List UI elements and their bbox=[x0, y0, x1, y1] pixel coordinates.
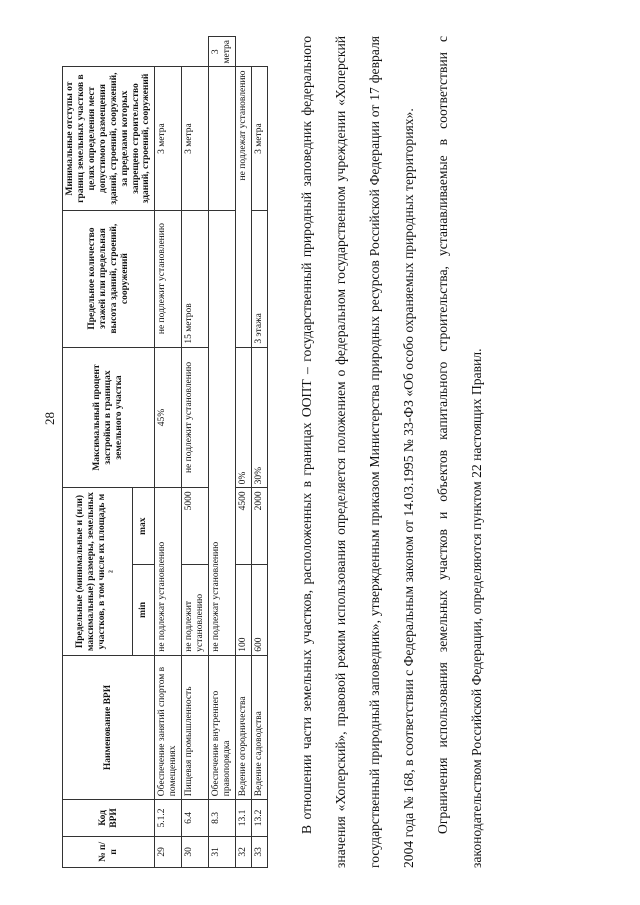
cell-code: 6.4 bbox=[182, 800, 209, 837]
cell-name: Пищевая промышленность bbox=[182, 655, 209, 799]
header-percent: Максимальный процент застройки в границах земельного участка bbox=[63, 347, 155, 488]
header-num: № п/п bbox=[63, 836, 155, 867]
cell-min: 600 bbox=[251, 565, 267, 656]
cell-percent: не подлежит установлению bbox=[182, 347, 209, 488]
cell-percent: 30% bbox=[251, 347, 267, 488]
header-min: min bbox=[132, 565, 155, 656]
table-row bbox=[235, 37, 251, 868]
cell-floors-indent: не подлежат установлению bbox=[235, 67, 251, 347]
cell-indent: 3 метра bbox=[155, 67, 182, 210]
cell-indent: 3 метра bbox=[209, 37, 236, 67]
land-use-table bbox=[62, 36, 268, 868]
cell-max: 5000 bbox=[182, 488, 209, 565]
cell-floors: не подлежит установлению bbox=[155, 210, 182, 347]
paragraph-restrictions: Ограничения использования земельных участков и объектов капитального строительства, устанавливаемые в соответствии с законодательством Российской Федерации, определяются пунктом 22 настоящих Правил. bbox=[434, 36, 484, 868]
cell-num: 29 bbox=[155, 836, 182, 867]
cell-name: Обеспечение внутреннего правопорядка bbox=[209, 655, 236, 799]
cell-min: 100 bbox=[235, 565, 251, 656]
table-row bbox=[251, 37, 267, 868]
table-header-row bbox=[63, 37, 133, 868]
header-size-group: Предельные (минимальные и (или) максимальные) размеры, земельных участков, в том числе их площадь м ² bbox=[63, 488, 133, 655]
cell-code: 13.2 bbox=[251, 800, 267, 837]
header-indent: Минимальные отступы от границ земельных участков в целях определения мест допустимого размещения зданий, строений, сооружений, за пределами которых запрещено строительство зданий, строений, сооружений bbox=[63, 67, 155, 210]
cell-num: 32 bbox=[235, 836, 251, 867]
cell-num: 30 bbox=[182, 836, 209, 867]
cell-num: 33 bbox=[251, 836, 267, 867]
header-floors: Предельное количество этажей или предельная высота зданий, строений, сооружений bbox=[63, 210, 155, 347]
cell-floors: 15 метров bbox=[182, 210, 209, 347]
cell-code: 13.1 bbox=[235, 800, 251, 837]
cell-min: не подлежит установлению bbox=[182, 565, 209, 656]
header-code: Код ВРИ bbox=[63, 800, 155, 837]
cell-max: 4500 bbox=[235, 488, 251, 565]
cell-name: Ведение садоводства bbox=[251, 655, 267, 799]
cell-num: 31 bbox=[209, 836, 236, 867]
header-max: max bbox=[132, 488, 155, 565]
table-row bbox=[182, 37, 209, 868]
cell-code: 5.1.2 bbox=[155, 800, 182, 837]
table-row bbox=[155, 37, 182, 868]
cell-name: Обеспечение занятий спортом в помещениях bbox=[155, 655, 182, 799]
page-number: 28 bbox=[42, 412, 57, 425]
cell-name: Ведение огородничества bbox=[235, 655, 251, 799]
paragraph-oopt: В отношении части земельных участков, расположенных в границах ООПТ – государственный природный заповедник федерального значения «Хоперский», правовой режим использования определяется положением о федеральном государственном учреждении «Хоперский государственный природный заповедник», утвержденным приказом Министерства природных ресурсов Российской Федерации от 17 февраля 2004 года № 168, в соответствии с Федеральным законом от 14.03.1995 № 33-ФЗ «Об особо охраняемых природных территориях». bbox=[298, 36, 416, 868]
rotated-page-content bbox=[62, 32, 622, 872]
cell-indent: 3 метра bbox=[251, 67, 267, 210]
cell-max: 2000 bbox=[251, 488, 267, 565]
cell-indent: 3 метра bbox=[182, 67, 209, 210]
table-row bbox=[209, 37, 236, 868]
cell-percent: 0% bbox=[235, 347, 251, 488]
cell-floors-empty bbox=[209, 67, 236, 210]
header-name: Наименование ВРИ bbox=[63, 655, 155, 799]
cell-size: не подлежат установлению bbox=[155, 488, 182, 655]
cell-percent: 45% bbox=[155, 347, 182, 488]
cell-code: 8.3 bbox=[209, 800, 236, 837]
cell-size: не подлежат установлению bbox=[209, 210, 236, 655]
cell-floors: 3 этажа bbox=[251, 210, 267, 347]
